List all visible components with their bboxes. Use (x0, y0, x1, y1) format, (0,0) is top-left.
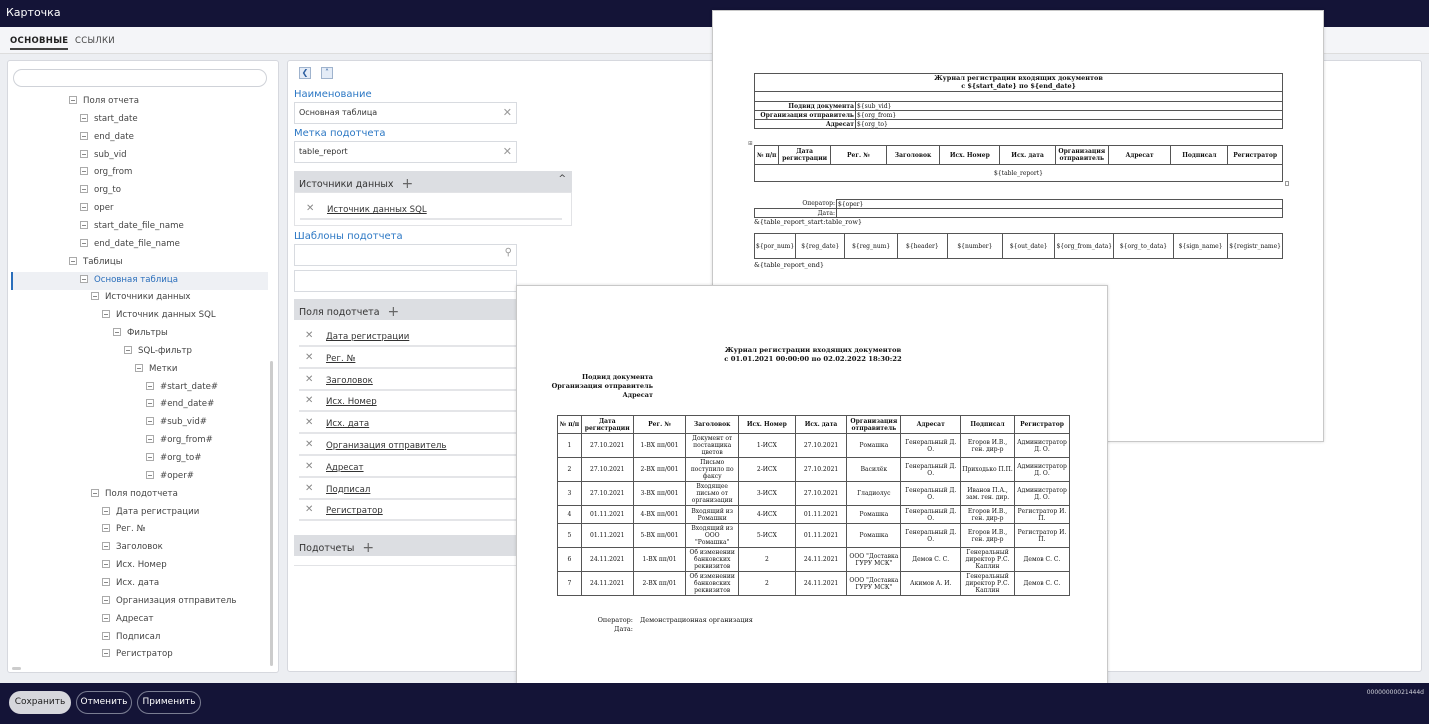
table-cell: Генеральный Д. О. (901, 482, 961, 506)
column-header: Адресат (1108, 146, 1171, 165)
table-cell: 27.10.2021 (581, 434, 633, 458)
table-row (558, 458, 1070, 482)
row-variable: ${reg_num} (845, 234, 898, 259)
up-button[interactable] (321, 67, 333, 79)
table-cell: 5 (558, 524, 582, 548)
tree-scrollbar-vertical[interactable] (270, 361, 273, 666)
tree-item[interactable] (91, 486, 178, 502)
tree-item[interactable] (146, 432, 213, 448)
search-icon[interactable]: ⚲ (504, 247, 512, 258)
column-header: № п/п (558, 416, 582, 434)
chevron-left-icon: ❮ (301, 68, 309, 77)
param-value: ${org_to} (856, 120, 1283, 129)
template-period: с ${start_date} по ${end_date} (755, 83, 1283, 92)
table-cell: Администратор Д. О. (1014, 434, 1069, 458)
name-value: Основная таблица (299, 108, 378, 117)
row-variable: ${org_to_data} (1114, 234, 1174, 259)
table-cell: Регистратор И. П. (1014, 524, 1069, 548)
table-cell: 2-ВХ пп/001 (633, 458, 686, 482)
tree-item[interactable] (80, 182, 121, 198)
collapse-icon[interactable] (80, 185, 88, 193)
collapse-icon[interactable] (146, 453, 154, 461)
param-label: Подвид документа (581, 373, 653, 381)
tree-item[interactable] (80, 129, 134, 145)
row-variable: ${reg_date} (796, 234, 845, 259)
templates-search-input[interactable] (294, 244, 517, 266)
preview-params (517, 373, 653, 400)
table-cell: Егоров И.В., ген. дир-р (961, 434, 1015, 458)
tree-panel (7, 60, 279, 673)
plus-icon[interactable]: + (401, 176, 414, 192)
date-label: Дата: (614, 625, 633, 633)
tree-item[interactable] (80, 111, 138, 127)
tree-item[interactable] (80, 272, 178, 288)
collapse-icon[interactable] (102, 524, 110, 532)
table-cell: Приходько П.П. (961, 458, 1015, 482)
tree-item-label: Поля отчета (83, 96, 140, 106)
table-cell: ООО "Доставка ГУРУ МСК" (847, 548, 901, 572)
table-cell: Василёк (847, 458, 901, 482)
table-cell: 2 (558, 458, 582, 482)
field-link[interactable]: Адресат (326, 462, 364, 473)
column-header: Исх. дата (1000, 146, 1056, 165)
table-cell: Демов С. С. (1014, 548, 1069, 572)
chevron-up-icon[interactable]: ^ (558, 174, 566, 184)
sources-title: Источники данных (299, 179, 394, 190)
table-cell: Входящее письмо от организации (686, 482, 739, 506)
tree-item[interactable] (102, 593, 236, 609)
templates-label: Шаблоны подотчета (294, 231, 403, 242)
back-button[interactable] (299, 67, 311, 79)
window-title: Карточка (6, 6, 61, 19)
mark-field[interactable] (294, 141, 517, 163)
remove-icon[interactable]: ✕ (305, 330, 314, 341)
tree-item-label: Метки (149, 363, 178, 374)
collapse-icon[interactable] (113, 328, 121, 336)
tree-item[interactable] (102, 557, 167, 573)
param-value: ${sub_vid} (856, 102, 1283, 111)
table-cell: 2-ИСХ (739, 458, 796, 482)
collapse-icon[interactable] (91, 292, 99, 300)
tree-item[interactable] (146, 396, 214, 412)
tree-item[interactable] (69, 254, 123, 270)
preview-table (557, 415, 1070, 596)
tree-item[interactable] (135, 361, 177, 377)
table-cell: 01.11.2021 (581, 506, 633, 524)
tree-scrollbar-horizontal[interactable] (12, 667, 21, 670)
remove-icon[interactable]: ✕ (305, 351, 314, 363)
table-cell: Документ от поставщика цветов (686, 434, 739, 458)
tree-item-label: oper (94, 203, 114, 214)
param-label: Организация отправитель (755, 111, 856, 120)
tree-item[interactable] (102, 539, 163, 555)
row-variable: ${out_date} (1003, 234, 1055, 259)
mark-label: Метка подотчета (294, 128, 386, 139)
chevron-up-icon: ˄ (325, 68, 329, 77)
table-cell: Демов С. С. (1014, 572, 1069, 596)
collapse-icon[interactable] (80, 167, 88, 175)
tree-item-label: Основная таблица (94, 274, 178, 285)
name-label: Наименование (294, 89, 372, 100)
table-cell: 27.10.2021 (581, 458, 633, 482)
remove-icon[interactable]: ✕ (305, 395, 314, 407)
row-start-marker: &{table_report_start:table_row} (754, 218, 863, 226)
tree-item-label: SQL-фильтр (138, 345, 192, 356)
column-header: Дата регистрации (581, 416, 633, 434)
table-row (558, 572, 1070, 596)
table-cell: Администратор Д. О. (1014, 458, 1069, 482)
row-end-marker: &{table_report_end} (754, 261, 825, 269)
table-cell: ООО "Доставка ГУРУ МСК" (847, 572, 901, 596)
tree-item-label: org_to (94, 185, 122, 196)
collapse-icon[interactable] (102, 578, 110, 586)
sources-section-header[interactable] (294, 171, 572, 192)
tree-item-label: Заголовок (116, 542, 163, 553)
tree-search-input[interactable] (13, 69, 267, 87)
sources-list (294, 192, 572, 226)
tree-item[interactable] (102, 504, 199, 520)
tree-item-label: #end_date# (160, 399, 215, 410)
collapse-icon[interactable] (146, 399, 154, 407)
table-cell: Иванов П.А., зам. ген. дир. (961, 482, 1015, 506)
column-header: Исх. Номер (739, 416, 796, 434)
column-header: Регистратор (1014, 416, 1069, 434)
oper-label: Оператор: (755, 200, 837, 209)
field-link[interactable]: Регистратор (326, 506, 383, 517)
table-row (558, 434, 1070, 458)
remove-icon[interactable]: ✕ (305, 504, 314, 516)
column-header: Исх. дата (795, 416, 847, 434)
footer-bar (0, 683, 1429, 724)
collapse-icon[interactable] (146, 382, 154, 390)
move-handle-icon[interactable]: ⊞ (748, 140, 754, 147)
tree-item-label: Адресат (116, 613, 154, 624)
tree-item[interactable] (102, 307, 216, 323)
clear-icon[interactable]: ✕ (502, 145, 512, 158)
row-variable: ${header} (897, 234, 947, 259)
table-cell: 1-ИСХ (739, 434, 796, 458)
collapse-icon[interactable] (102, 596, 110, 604)
table-cell: 01.11.2021 (581, 524, 633, 548)
save-button[interactable]: Сохранить (9, 691, 71, 714)
column-header: Регистратор (1228, 146, 1283, 165)
tree-item-label: Исх. дата (116, 577, 160, 588)
table-cell: 6 (558, 548, 582, 572)
table-cell: Генеральный Д. О. (901, 506, 961, 524)
preview-document (516, 285, 1108, 704)
table-row (558, 548, 1070, 572)
tree-item[interactable] (80, 218, 184, 234)
collapse-icon[interactable] (146, 435, 154, 443)
tree-item-label: Регистратор (116, 649, 173, 660)
tree-item-label: start_date (94, 113, 138, 124)
field-link[interactable]: Заголовок (326, 375, 373, 386)
collapse-icon[interactable] (80, 132, 88, 140)
remove-icon[interactable]: ✕ (305, 482, 314, 494)
column-header: Дата регистрации (779, 146, 831, 165)
tree-item[interactable] (80, 164, 132, 180)
tree-item[interactable] (146, 379, 218, 395)
remove-icon[interactable]: ✕ (305, 439, 314, 450)
template-title: Журнал регистрации входящих документов (755, 74, 1283, 83)
table-cell: 5-ИСХ (739, 524, 796, 548)
tree-item[interactable] (102, 575, 159, 591)
table-cell: 2 (739, 572, 796, 596)
tree-item[interactable] (80, 200, 114, 216)
tree-item-label: Организация отправитель (116, 595, 237, 606)
column-header: Рег. № (633, 416, 686, 434)
tree-item[interactable] (146, 414, 207, 430)
remove-icon[interactable]: ✕ (305, 460, 314, 472)
tree-item-label: Источник данных SQL (116, 310, 216, 321)
remove-icon[interactable]: ✕ (305, 417, 314, 429)
preview-footer-labels (517, 616, 633, 634)
tree-item[interactable] (102, 646, 173, 662)
table-cell: Регистратор И. П. (1014, 506, 1069, 524)
tree-item-label: end_date_file_name (94, 238, 180, 249)
table-cell: Входящий из ООО "Ромашка" (686, 524, 739, 548)
table-cell: 4-ВХ пп/001 (633, 506, 686, 524)
table-row (558, 506, 1070, 524)
tree-item-label: sub_vid (94, 149, 127, 160)
tree-item[interactable] (124, 343, 192, 359)
date-label: Дата: (755, 209, 837, 218)
column-header: Организация отправитель (847, 416, 901, 434)
table-cell: 2 (739, 548, 796, 572)
column-header: Подписал (961, 416, 1015, 434)
tab-links[interactable]: ССЫЛКИ (75, 36, 115, 46)
field-link[interactable]: Подписал (326, 484, 371, 495)
table-cell: Генеральный директор Р.С. Каплин (961, 548, 1015, 572)
tree-item-label: Дата регистрации (116, 506, 200, 517)
remove-icon[interactable]: ✕ (305, 373, 314, 385)
collapse-icon[interactable] (80, 150, 88, 158)
tree-item-label: Подписал (116, 631, 161, 642)
table-cell: Письмо поступило по факсу (686, 458, 739, 482)
tree-item[interactable] (146, 468, 194, 484)
table-cell: Администратор Д. О. (1014, 482, 1069, 506)
column-header: Исх. Номер (940, 146, 1000, 165)
tree-item[interactable] (91, 289, 191, 305)
field-link[interactable]: Исх. Номер (326, 397, 377, 408)
table-cell: 1 (558, 434, 582, 458)
param-label: Адресат (622, 391, 653, 399)
plus-icon[interactable]: + (362, 540, 375, 556)
collapse-icon[interactable] (102, 310, 110, 318)
collapse-icon[interactable] (80, 203, 88, 211)
table-cell: 1-ВХ пп/001 (633, 434, 686, 458)
tree-item[interactable] (102, 611, 154, 627)
table-cell: 4-ИСХ (739, 506, 796, 524)
table-cell: Ромашка (847, 434, 901, 458)
table-cell: Егоров И.В., ген. дир-р (961, 506, 1015, 524)
tree-item-label: Поля подотчета (105, 488, 178, 499)
remove-icon[interactable]: ✕ (306, 203, 315, 214)
collapse-icon[interactable] (124, 346, 132, 354)
collapse-icon[interactable] (69, 257, 77, 265)
table-cell: 24.11.2021 (581, 572, 633, 596)
list-item[interactable] (300, 200, 562, 220)
table-cell: Об изменении банковских реквизитов (686, 572, 739, 596)
row-variable: ${registr_name} (1228, 234, 1283, 259)
tree-item[interactable] (113, 325, 168, 341)
tree-item[interactable] (80, 236, 180, 252)
table-cell: 24.11.2021 (581, 548, 633, 572)
template-row-table (754, 233, 1283, 259)
table-cell: Ромашка (847, 524, 901, 548)
collapse-icon[interactable] (80, 114, 88, 122)
fields-title: Поля подотчета (299, 307, 380, 318)
apply-button[interactable]: Применить (137, 691, 201, 714)
table-cell: Демов С. С. (901, 548, 961, 572)
table-cell: 27.10.2021 (581, 482, 633, 506)
tree-item-label: Источники данных (105, 292, 191, 303)
version-label: 00000000021444d (1366, 689, 1424, 696)
table-cell: 01.11.2021 (795, 506, 847, 524)
row-variable: ${por_num} (755, 234, 796, 259)
oper-value: Демонстрационная организация (640, 616, 753, 624)
tree-item-label: Рег. № (116, 524, 146, 535)
row-variable: ${org_from_data} (1055, 234, 1114, 259)
template-footer-table (754, 199, 1283, 218)
collapse-icon[interactable] (91, 489, 99, 497)
row-variable: ${number} (947, 234, 1002, 259)
cancel-button[interactable]: Отменить (76, 691, 132, 714)
mark-value: table_report (299, 147, 348, 156)
collapse-icon[interactable] (80, 275, 88, 283)
column-header: № п/п (755, 146, 779, 165)
table-row (558, 482, 1070, 506)
collapse-icon[interactable] (102, 614, 110, 622)
table-cell: 3-ИСХ (739, 482, 796, 506)
oper-value: ${oper} (837, 200, 1283, 209)
table-cell: 24.11.2021 (795, 572, 847, 596)
resize-handle[interactable] (1285, 181, 1289, 186)
tree-item-label: org_from (94, 167, 133, 178)
table-cell: 27.10.2021 (795, 482, 847, 506)
table-cell: Генеральный Д. О. (901, 458, 961, 482)
table-row (558, 524, 1070, 548)
table-cell: 3-ВХ пп/001 (633, 482, 686, 506)
table-cell: 3 (558, 482, 582, 506)
table-cell: Гладиолус (847, 482, 901, 506)
template-header-table (754, 73, 1283, 129)
tree-item[interactable] (102, 521, 145, 537)
preview-period: с 01.01.2021 00:00:00 по 02.02.2022 18:30:22 (724, 355, 902, 363)
tree-item[interactable] (146, 450, 201, 466)
table-cell: Генеральный директор Р.С. Каплин (961, 572, 1015, 596)
tree-item-label: Исх. Номер (116, 560, 167, 571)
table-variable: ${table_report} (755, 165, 1283, 182)
collapse-icon[interactable] (146, 417, 154, 425)
tree-item-label: end_date (94, 131, 134, 142)
oper-label: Оператор: (597, 616, 633, 624)
field-link[interactable]: Организация отправитель (326, 441, 447, 451)
table-cell: 24.11.2021 (795, 548, 847, 572)
tree-item-label: Фильтры (127, 328, 168, 339)
field-link[interactable]: Рег. № (326, 353, 356, 364)
column-header: Заголовок (886, 146, 940, 165)
table-cell: Генеральный Д. О. (901, 434, 961, 458)
template-columns-table (754, 145, 1283, 182)
table-cell: 4 (558, 506, 582, 524)
templates-list (294, 270, 517, 292)
field-link[interactable]: Дата регистрации (326, 332, 410, 342)
collapse-icon[interactable] (69, 96, 77, 104)
collapse-icon[interactable] (146, 471, 154, 479)
collapse-icon[interactable] (135, 364, 143, 372)
table-cell: 2-ВХ пп/01 (633, 572, 686, 596)
table-cell: 5-ВХ пп/001 (633, 524, 686, 548)
tree-item-label: start_date_file_name (94, 220, 184, 231)
collapse-icon[interactable] (102, 649, 110, 657)
table-cell: Акимов А. И. (901, 572, 961, 596)
table-cell: Егоров И.В., ген. дир-р (961, 524, 1015, 548)
preview-title: Журнал регистрации входящих документов (724, 346, 902, 354)
table-cell: 27.10.2021 (795, 458, 847, 482)
collapse-icon[interactable] (102, 507, 110, 515)
clear-icon[interactable]: ✕ (502, 106, 512, 119)
column-header: Заголовок (686, 416, 739, 434)
table-cell: 7 (558, 572, 582, 596)
table-cell: Генеральный Д. О. (901, 524, 961, 548)
collapse-icon[interactable] (102, 542, 110, 550)
param-value: ${org_from} (856, 111, 1283, 120)
table-cell: Об изменении банковских реквизитов (686, 548, 739, 572)
table-cell: 27.10.2021 (795, 434, 847, 458)
subreports-title: Подотчеты (299, 543, 355, 554)
param-label: Адресат (755, 120, 856, 129)
tree-item-label: #oper# (160, 470, 194, 481)
table-cell: Ромашка (847, 506, 901, 524)
plus-icon[interactable]: + (387, 304, 400, 320)
collapse-icon[interactable] (102, 632, 110, 640)
tree-item[interactable] (80, 147, 127, 163)
param-label: Подвид документа (755, 102, 856, 111)
tree-item-label: Таблицы (83, 256, 123, 267)
param-label: Организация отправитель (551, 382, 653, 390)
tree-item-label: #org_from# (160, 435, 213, 446)
table-cell: 1-ВХ пп/01 (633, 548, 686, 572)
tree-item-label: #sub_vid# (160, 417, 208, 428)
column-header: Адресат (901, 416, 961, 434)
tree-item-label: #org_to# (160, 453, 202, 463)
collapse-icon[interactable] (80, 221, 88, 229)
table-cell: Входящий из Ромашки (686, 506, 739, 524)
collapse-icon[interactable] (102, 560, 110, 568)
table-cell: 01.11.2021 (795, 524, 847, 548)
tab-main[interactable]: ОСНОВНЫЕ (10, 36, 68, 50)
collapse-icon[interactable] (80, 239, 88, 247)
tree-item[interactable] (102, 629, 160, 645)
name-field[interactable] (294, 102, 517, 124)
tree-item-label: #start_date# (160, 381, 219, 392)
field-link[interactable]: Исх. дата (326, 419, 370, 430)
source-link[interactable]: Источник данных SQL (327, 205, 427, 215)
column-header: Подписал (1171, 146, 1228, 165)
column-header: Рег. № (830, 146, 886, 165)
column-header: Организация отправитель (1055, 146, 1108, 165)
tree-item[interactable] (69, 93, 139, 109)
row-variable: ${sign_name} (1173, 234, 1227, 259)
